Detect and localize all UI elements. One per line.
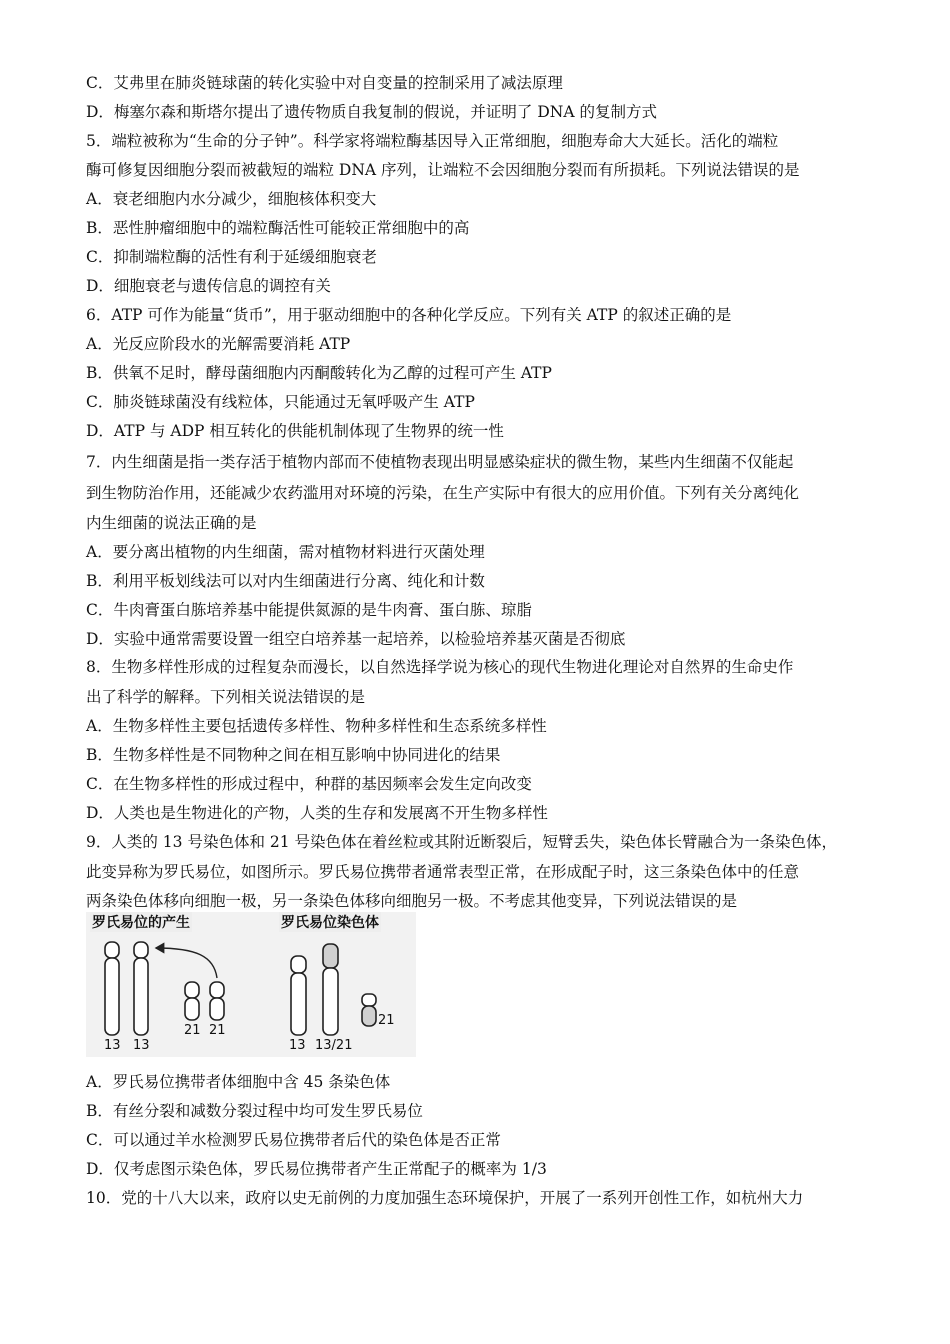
fusion-arrow — [156, 948, 217, 978]
robertsonian-translocation-figure — [86, 912, 416, 1057]
option-9b: B．有丝分裂和减数分裂过程中均可发生罗氏易位 — [86, 1102, 423, 1120]
option-9a: A．罗氏易位携带者体细胞中含 45 条染色体 — [86, 1073, 391, 1091]
option-8d: D．人类也是生物进化的产物，人类的生存和发展离不开生物多样性 — [86, 804, 548, 822]
chromosome-21-a — [185, 982, 199, 1020]
chromosome-13-21-fused — [323, 944, 338, 1035]
question-9-stem-3: 两条染色体移向细胞一极，另一条染色体移向细胞另一极。不考虑其他变异，下列说法错误的是 — [86, 892, 738, 910]
question-10-stem: 10．党的十八大以来，政府以史无前例的力度加强生态环境保护，开展了一系列开创性工作，如杭州大力 — [86, 1189, 804, 1207]
option-8c: C．在生物多样性的形成过程中，种群的基因频率会发生定向改变 — [86, 775, 532, 793]
question-8-stem-2: 出了科学的解释。下列相关说法错误的是 — [86, 688, 366, 706]
option-9c: C．可以通过羊水检测罗氏易位携带者后代的染色体是否正常 — [86, 1131, 501, 1149]
option-7a: A．要分离出植物的内生细菌，需对植物材料进行灭菌处理 — [86, 543, 485, 561]
label-21-b: 21 — [209, 1023, 226, 1038]
option-8a: A．生物多样性主要包括遗传多样性、物种多样性和生态系统多样性 — [86, 717, 547, 735]
label-21-right: 21 — [378, 1013, 395, 1028]
option-5d: D．细胞衰老与遗传信息的调控有关 — [86, 277, 331, 295]
question-5-stem-2: 酶可修复因细胞分裂而被截短的端粒 DNA 序列，让端粒不会因细胞分裂而有所损耗。下列说法错误的是 — [86, 161, 800, 179]
question-7-stem-1: 7．内生细菌是指一类存活于植物内部而不使植物表现出明显感染症状的微生物，某些内生细菌不仅能起 — [86, 453, 794, 471]
question-7-stem-2: 到生物防治作用，还能减少农药滥用对环境的污染，在生产实际中有很大的应用价值。下列有关分离纯化 — [86, 484, 800, 502]
figure-title-right: 罗氏易位染色体 — [279, 912, 381, 932]
question-7-stem-3: 内生细菌的说法正确的是 — [86, 514, 257, 532]
option-6d: D．ATP 与 ADP 相互转化的供能机制体现了生物界的统一性 — [86, 422, 504, 440]
question-9-stem-1: 9．人类的 13 号染色体和 21 号染色体在着丝粒或其附近断裂后，短臂丢失，染色体长臂融合为一条染色体， — [86, 833, 838, 851]
label-13-right: 13 — [289, 1038, 306, 1053]
option-6a: A．光反应阶段水的光解需要消耗 ATP — [86, 335, 351, 353]
chromosome-13-right — [291, 956, 306, 1035]
option-7d: D．实验中通常需要设置一组空白培养基一起培养，以检验培养基灭菌是否彻底 — [86, 630, 626, 648]
option-5b: B．恶性肿瘤细胞中的端粒酶活性可能较正常细胞中的高 — [86, 219, 470, 237]
chromosome-21-right — [362, 994, 376, 1026]
option-6c: C．肺炎链球菌没有线粒体，只能通过无氧呼吸产生 ATP — [86, 393, 475, 411]
option-4d: D．梅塞尔森和斯塔尔提出了遗传物质自我复制的假说，并证明了 DNA 的复制方式 — [86, 103, 657, 121]
option-5c: C．抑制端粒酶的活性有利于延缓细胞衰老 — [86, 248, 377, 266]
question-6-stem: 6．ATP 可作为能量“货币”，用于驱动细胞中的各种化学反应。下列有关 ATP 的叙述正确的是 — [86, 306, 732, 324]
option-7b: B．利用平板划线法可以对内生细菌进行分离、纯化和计数 — [86, 572, 485, 590]
question-5-stem-1: 5．端粒被称为“生命的分子钟”。科学家将端粒酶基因导入正常细胞，细胞寿命大大延长。活化的端粒 — [86, 132, 779, 150]
option-9d: D．仅考虑图示染色体，罗氏易位携带者产生正常配子的概率为 1/3 — [86, 1160, 547, 1178]
label-13-a: 13 — [104, 1038, 121, 1053]
option-8b: B．生物多样性是不同物种之间在相互影响中协同进化的结果 — [86, 746, 501, 764]
question-8-stem-1: 8．生物多样性形成的过程复杂而漫长，以自然选择学说为核心的现代生物进化理论对自然界的生命史作 — [86, 658, 794, 676]
label-21-a: 21 — [184, 1023, 201, 1038]
chromosome-21-b — [210, 982, 224, 1020]
chromosome-13-b — [134, 942, 148, 1035]
chromosome-diagram — [86, 912, 416, 1057]
option-7c: C．牛肉膏蛋白胨培养基中能提供氮源的是牛肉膏、蛋白胨、琼脂 — [86, 601, 532, 619]
label-13-b: 13 — [133, 1038, 150, 1053]
option-5a: A．衰老细胞内水分减少，细胞核体积变大 — [86, 190, 377, 208]
option-6b: B．供氧不足时，酵母菌细胞内丙酮酸转化为乙醇的过程可产生 ATP — [86, 364, 552, 382]
label-13-21-right: 13/21 — [315, 1038, 353, 1053]
option-4c: C．艾弗里在肺炎链球菌的转化实验中对自变量的控制采用了减法原理 — [86, 74, 563, 92]
question-9-stem-2: 此变异称为罗氏易位，如图所示。罗氏易位携带者通常表型正常，在形成配子时，这三条染色体中的任意 — [86, 863, 800, 881]
chromosome-13-a — [105, 942, 119, 1035]
figure-title-left: 罗氏易位的产生 — [90, 912, 192, 932]
